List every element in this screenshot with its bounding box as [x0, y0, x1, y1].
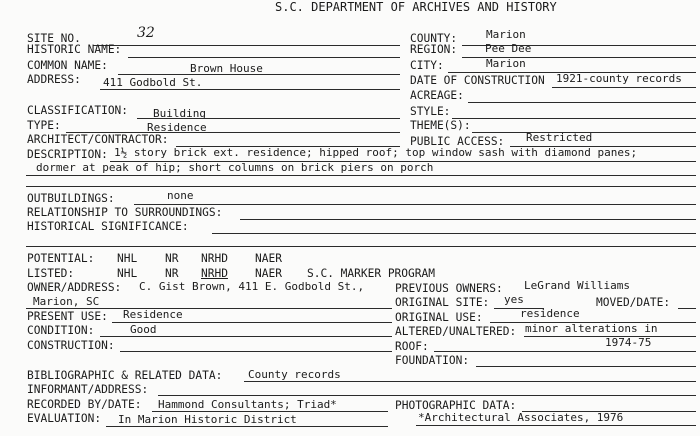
present-use-label: PRESENT USE:	[27, 310, 108, 323]
condition-label: CONDITION:	[27, 324, 95, 337]
potential-label: POTENTIAL:	[27, 252, 95, 265]
roof-line	[434, 351, 696, 352]
recorded-value: Hammond Consultants; Triad*	[158, 398, 337, 411]
description-label: DESCRIPTION:	[27, 148, 108, 161]
address-line	[100, 89, 400, 90]
classification-line	[137, 118, 400, 119]
moved-date-label: MOVED/DATE:	[596, 296, 671, 309]
outbuildings-value: none	[167, 189, 194, 202]
evaluation-line	[106, 426, 388, 427]
owner-value: C. Gist Brown, 411 E. Godbold St.,	[139, 280, 365, 293]
region-value: Pee Dee	[485, 42, 532, 55]
date-value: 1921-county records	[556, 72, 682, 85]
owner-label: OWNER/ADDRESS:	[27, 281, 122, 294]
evaluation-label: EVALUATION:	[27, 412, 102, 425]
listed-nrhd: NRHD	[201, 267, 228, 280]
present-use-value: Residence	[123, 308, 183, 321]
original-site-value: yes	[504, 293, 524, 306]
altered-label: ALTERED/UNALTERED:	[395, 325, 517, 338]
potential-nhl: NHL	[117, 252, 138, 265]
significance-label: HISTORICAL SIGNIFICANCE:	[27, 220, 189, 233]
historic-name-line	[128, 57, 400, 58]
recorded-label: RECORDED BY/DATE:	[27, 398, 142, 411]
original-use-label: ORIGINAL USE:	[395, 311, 483, 324]
original-use-value: residence	[520, 307, 580, 320]
site-no-value: 32	[137, 25, 155, 41]
listed-naer: NAER	[255, 267, 282, 280]
common-name-line	[118, 74, 400, 75]
relationship-label: RELATIONSHIP TO SURROUNDINGS:	[27, 206, 223, 219]
address-value: 411 Godbold St.	[103, 76, 203, 89]
informant-line	[158, 395, 696, 396]
classification-label: CLASSIFICATION:	[27, 104, 129, 117]
owner-line	[26, 308, 392, 309]
date-line	[552, 87, 696, 88]
bibliographic-label: BIBLIOGRAPHIC & RELATED DATA:	[27, 369, 223, 382]
potential-nrhd: NRHD	[201, 252, 228, 265]
listed-nr: NR	[165, 267, 179, 280]
section-divider	[26, 186, 696, 187]
historic-name-label: HISTORIC NAME:	[27, 43, 122, 56]
construction-label: CONSTRUCTION:	[27, 339, 115, 352]
potential-nr: NR	[165, 252, 179, 265]
original-site-label: ORIGINAL SITE:	[395, 296, 490, 309]
bibliographic-value: County records	[248, 368, 341, 381]
potential-naer: NAER	[255, 252, 282, 265]
footnote-line	[416, 425, 696, 426]
date-label: DATE OF CONSTRUCTION	[410, 74, 545, 87]
listed-nhl: NHL	[117, 267, 138, 280]
listed-marker: S.C. MARKER PROGRAM	[307, 267, 435, 280]
public-access-value: Restricted	[526, 131, 593, 144]
foundation-label: FOUNDATION:	[395, 354, 470, 367]
roof-label: ROOF:	[395, 340, 429, 353]
owner-value-line-2: Marion, SC	[33, 295, 100, 308]
evaluation-value: In Marion Historic District	[118, 413, 297, 426]
common-name-value: Brown House	[190, 62, 263, 75]
address-label: ADDRESS:	[27, 73, 81, 86]
public-access-label: PUBLIC ACCESS:	[410, 135, 505, 148]
architect-label: ARCHITECT/CONTRACTOR:	[27, 133, 169, 146]
type-value: Residence	[147, 121, 207, 134]
altered-year: 1974-75	[605, 336, 652, 349]
outbuildings-line	[134, 204, 696, 205]
themes-label: THEME(S):	[410, 119, 471, 132]
region-label: REGION:	[410, 43, 458, 56]
previous-owners-label: PREVIOUS OWNERS:	[395, 282, 503, 295]
bibliographic-line	[244, 381, 696, 382]
classification-value: Building	[153, 107, 206, 120]
site-no-line	[93, 45, 400, 46]
construction-line	[120, 351, 392, 352]
listed-label: LISTED:	[27, 267, 75, 280]
previous-owners-value: LeGrand Williams	[524, 279, 630, 292]
informant-label: INFORMANT/ADDRESS:	[27, 383, 149, 396]
condition-line	[100, 336, 392, 337]
footnote: *Architectural Associates, 1976	[418, 411, 624, 424]
description-line-2: dormer at peak of hip; short columns on brick piers on porch	[36, 161, 434, 174]
photographic-label: PHOTOGRAPHIC DATA:	[395, 399, 517, 412]
significance-rule-2	[26, 246, 696, 247]
page-title: S.C. DEPARTMENT OF ARCHIVES AND HISTORY	[275, 0, 557, 14]
county-label: COUNTY:	[410, 32, 458, 45]
significance-line	[212, 233, 696, 234]
description-line-1: 1½ story brick ext. residence; hipped roof; top window sash with diamond panes;	[114, 146, 638, 159]
city-value: Marion	[486, 57, 526, 70]
condition-value: Good	[130, 323, 157, 336]
common-name-label: COMMON NAME:	[27, 59, 108, 72]
style-line	[452, 118, 696, 119]
county-value: Marion	[486, 28, 526, 41]
city-label: CITY:	[410, 59, 444, 72]
type-label: TYPE:	[27, 119, 61, 132]
acreage-line	[468, 102, 696, 103]
acreage-label: ACREAGE:	[410, 89, 464, 102]
foundation-line	[476, 366, 696, 367]
description-rule-2	[26, 175, 696, 176]
recorded-line	[152, 411, 388, 412]
relationship-line	[240, 219, 696, 220]
site-no-label: SITE NO.	[27, 32, 81, 45]
style-label: STYLE:	[410, 105, 451, 118]
altered-value: minor alterations in	[525, 322, 658, 335]
moved-date-line	[678, 308, 696, 309]
outbuildings-label: OUTBUILDINGS:	[27, 192, 115, 205]
